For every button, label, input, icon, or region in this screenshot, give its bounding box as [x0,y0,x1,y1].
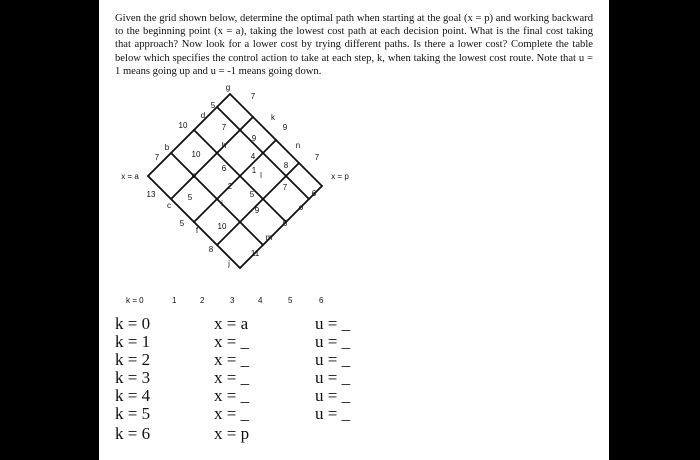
start-label: x = a [121,172,139,181]
stage-cell: k = 6 [115,424,151,443]
stage-cell: k = 0 [115,314,151,333]
edge-cost-label: 13 [146,190,156,199]
state-cell: x = _ [214,404,250,423]
stage-cell: k = 5 [115,404,151,423]
edge-cost-label: 5 [249,190,255,199]
table-row [115,404,595,422]
edge-cost-label: 9 [251,134,257,143]
edge-cost-label: 2 [227,182,233,191]
table-row [115,424,595,442]
edge-line [217,163,299,245]
cost-grid-diagram [99,0,609,300]
node-label: h [221,141,227,150]
stage-cell: k = 3 [115,368,151,387]
edge-cost-label: 6 [311,189,317,198]
table-row [115,350,595,368]
edge-cost-label: 7 [314,153,320,162]
state-cell: x = _ [214,386,250,405]
edge-cost-label: 8 [283,161,289,170]
edge-cost-label: 7 [282,183,288,192]
state-cell: x = p [214,424,250,443]
document-page [99,0,609,460]
edge-cost-label: 9 [254,206,260,215]
stage-label: 5 [288,296,293,305]
node-label: c [167,201,171,210]
stage-cell: k = 4 [115,386,151,405]
node-label: e [191,171,197,180]
node-label: m [265,233,273,242]
node-label: b [164,143,170,152]
table-row [115,386,595,404]
stage-cell: k = 1 [115,332,151,351]
stage-axis [99,296,609,310]
stage-cell: k = 2 [115,350,151,369]
control-cell: u = _ [315,404,351,423]
node-label: l [260,171,262,180]
node-label: i [221,199,223,208]
node-label: k [271,113,275,122]
stage-label: 1 [172,296,177,305]
edge-line [191,140,276,222]
edge-cost-label: 11 [250,249,260,258]
edge-cost-label: 7 [221,123,227,132]
state-cell: x = _ [214,368,250,387]
stage-label: 4 [258,296,263,305]
edge-cost-label: 7 [154,153,160,162]
edge-cost-label: 9 [282,123,288,132]
edge-cost-label: 5 [210,101,216,110]
edge-cost-label: 8 [208,245,214,254]
control-cell: u = _ [315,332,351,351]
grid-edges [148,94,322,268]
node-label: f [195,226,199,235]
control-cell: u = _ [315,368,351,387]
control-cell: u = _ [315,386,351,405]
edge-cost-label: 6 [282,219,288,228]
control-cell: u = _ [315,350,351,369]
edge-cost-label: 10 [178,121,188,130]
stage-label: 2 [200,296,205,305]
edge-cost-label: 4 [250,152,256,161]
state-cell: x = _ [214,332,250,351]
state-cell: x = a [214,314,249,333]
stage-label: 3 [230,296,235,305]
node-label: d [200,111,206,120]
edge-cost-label: 10 [191,150,201,159]
table-row [115,332,595,350]
node-label: g [225,83,231,92]
edge-cost-label: 7 [250,92,256,101]
edge-cost-label: 5 [187,193,193,202]
node-label: o [298,203,304,212]
stage-label: k = 0 [126,296,144,305]
node-label: n [295,141,301,150]
edge-cost-label: 6 [221,164,227,173]
edge-cost-label: 5 [179,219,185,228]
table-row [115,368,595,386]
edge-line [148,94,230,176]
edge-cost-label: 1 [251,166,257,175]
table-row [115,314,595,332]
state-cell: x = _ [214,350,250,369]
end-label: x = p [331,172,349,181]
problem-statement: Given the grid shown below, determine the optimal path when starting at the goal (x = p) and working backward to the beginning point (x = a), taking the lowest cost path at each decision point. What is the final cost taking that approach? Now look for a lower cost by trying different paths. Is there a lower cost? Complete the table below which specifies the control action to take at each step, k, when taking the lowest cost route. Note that u = 1 means going up and u = -1 means going down. [115,13,593,77]
control-cell: u = _ [315,314,351,333]
edge-cost-label: 10 [217,222,227,231]
stage-label: 6 [319,296,324,305]
node-label: j [228,259,230,268]
